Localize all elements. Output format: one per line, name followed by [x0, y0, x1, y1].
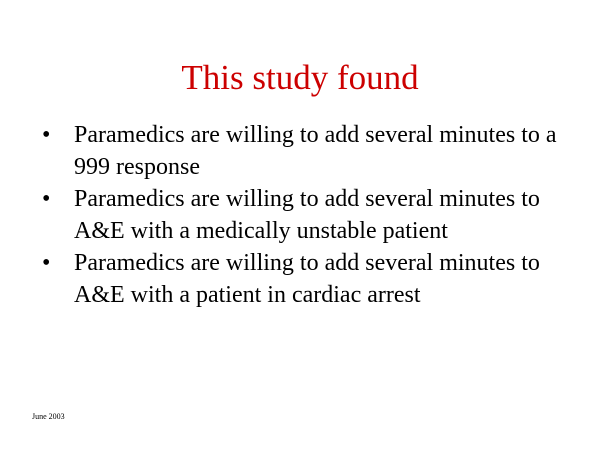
bullet-text: Paramedics are willing to add several minutes to A&E with a patient in cardiac arrest	[74, 250, 540, 308]
bullet-dot-icon: •	[42, 186, 51, 212]
bullet-list	[42, 119, 562, 311]
bullet-item	[42, 183, 562, 247]
footer-date: June 2003	[32, 412, 65, 421]
bullet-item	[42, 119, 562, 183]
bullet-item	[42, 247, 562, 311]
bullet-text: Paramedics are willing to add several minutes to A&E with a medically unstable patient	[74, 186, 540, 244]
slide-title: This study found	[181, 58, 419, 97]
bullet-text: Paramedics are willing to add several minutes to a 999 response	[74, 122, 557, 180]
bullet-dot-icon: •	[42, 122, 51, 148]
bullet-dot-icon: •	[42, 250, 51, 276]
